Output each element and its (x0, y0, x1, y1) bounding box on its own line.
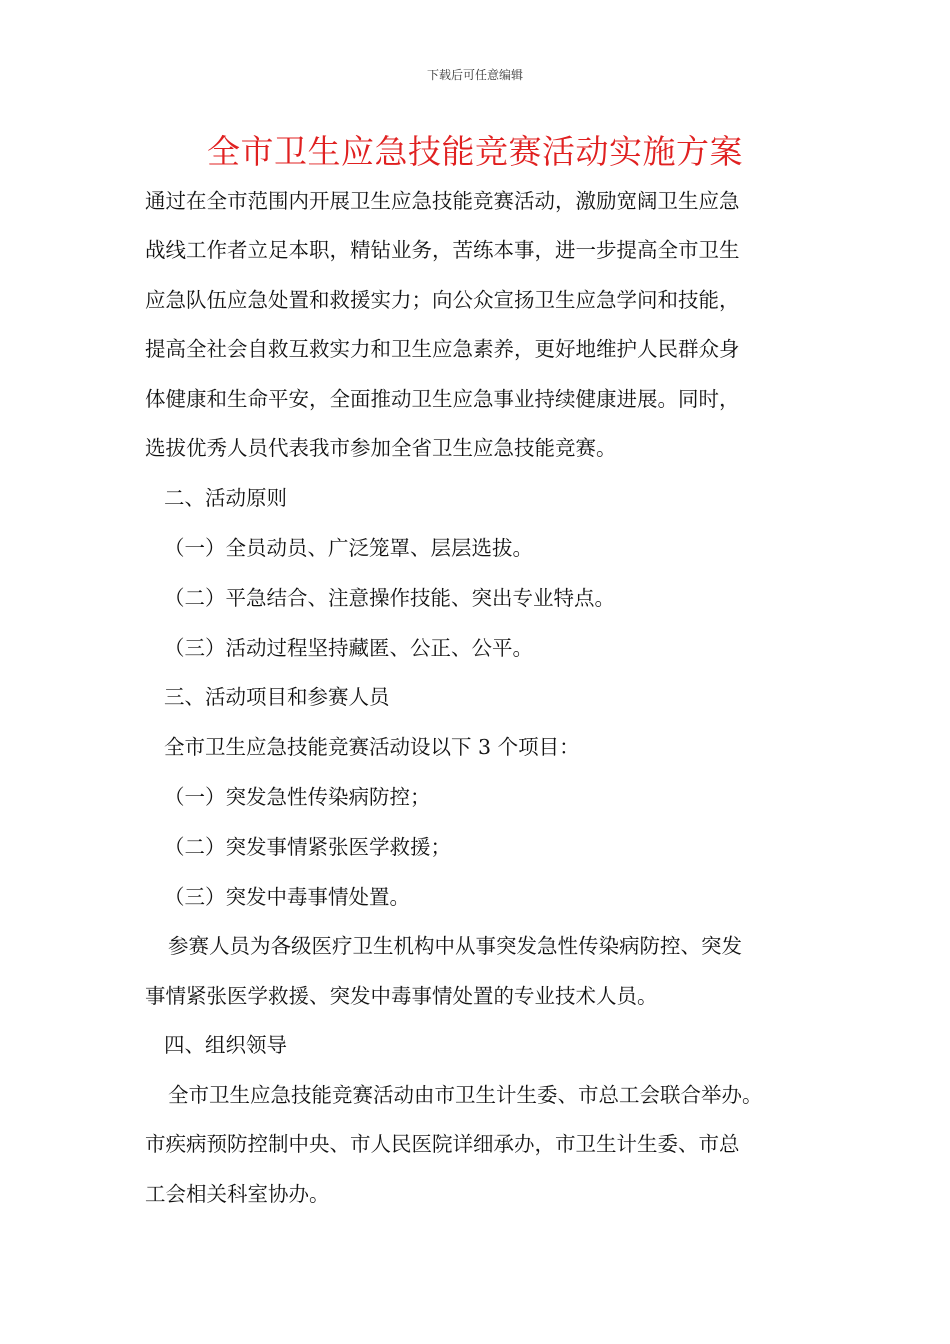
section-heading: 四、组织领导 (164, 1033, 287, 1057)
paragraph-line: 全市卫生应急技能竞赛活动由市卫生计生委、市总工会联合举办。 (168, 1083, 763, 1107)
paragraph-line: 市疾病预防控制中央、市人民医院详细承办，市卫生计生委、市总 (145, 1132, 740, 1156)
paragraph-line: 通过在全市范围内开展卫生应急技能竞赛活动，激励宽阔卫生应急 (145, 189, 740, 213)
paragraph-line: 应急队伍应急处置和救援实力；向公众宣扬卫生应急学问和技能， (145, 288, 740, 312)
paragraph-line: 参赛人员为各级医疗卫生机构中从事突发急性传染病防控、突发 (168, 934, 742, 958)
section-heading: 二、活动原则 (164, 486, 287, 510)
section-heading: 三、活动项目和参赛人员 (164, 685, 390, 709)
list-item: （三）活动过程坚持藏匿、公正、公平。 (164, 636, 533, 660)
paragraph-line: 事情紧张医学救援、突发中毒事情处置的专业技术人员。 (145, 984, 658, 1008)
page-header-note: 下载后可任意编辑 (426, 68, 523, 82)
list-item: （二）突发事情紧张医学救援； (164, 835, 451, 859)
list-item: （二）平急结合、注意操作技能、突出专业特点。 (164, 586, 615, 610)
list-item: （一）全员动员、广泛笼罩、层层选拔。 (164, 536, 533, 560)
paragraph-line: 全市卫生应急技能竞赛活动设以下 3 个项目： (164, 735, 580, 759)
document-title: 全市卫生应急技能竞赛活动实施方案 (207, 132, 743, 171)
paragraph-line: 体健康和生命平安，全面推动卫生应急事业持续健康进展。同时， (145, 387, 740, 411)
list-item: （三）突发中毒事情处置。 (164, 885, 410, 909)
paragraph-line: 工会相关科室协办。 (145, 1182, 330, 1206)
paragraph-line: 选拔优秀人员代表我市参加全省卫生应急技能竞赛。 (145, 436, 617, 460)
paragraph-line: 提高全社会自救互救实力和卫生应急素养，更好地维护人民群众身 (145, 337, 740, 361)
list-item: （一）突发急性传染病防控； (164, 785, 431, 809)
paragraph-line: 战线工作者立足本职，精钻业务，苦练本事，进一步提高全市卫生 (145, 238, 740, 262)
